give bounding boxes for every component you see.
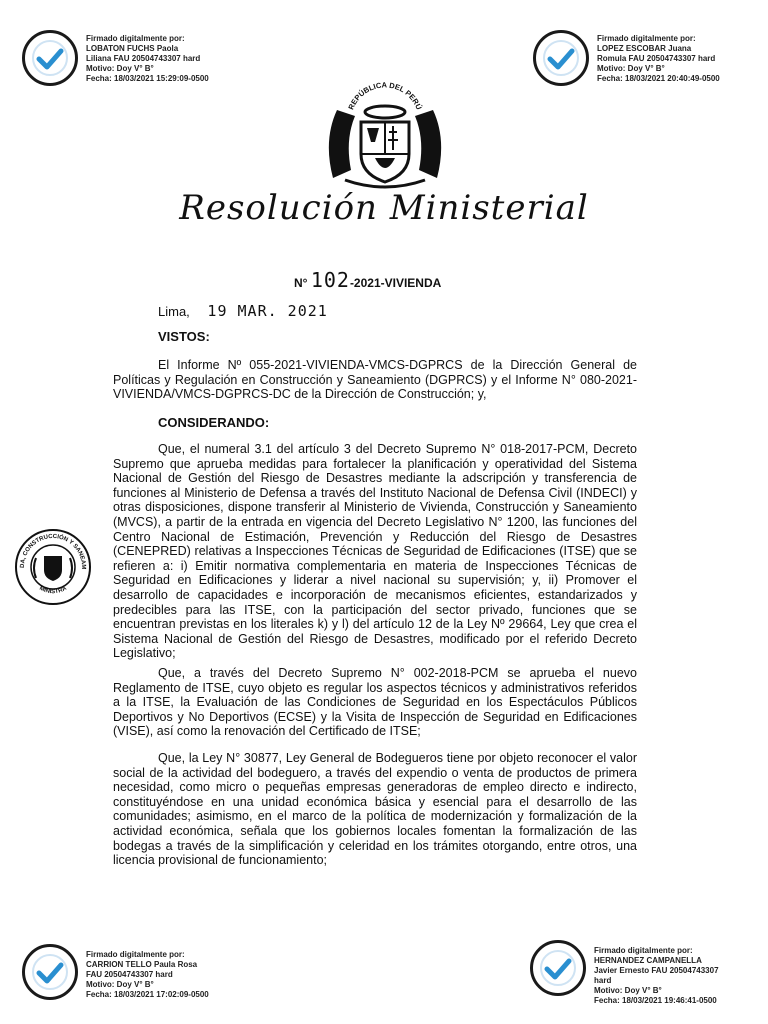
digital-signature-bottom-left [22,944,209,1000]
seal-bottom-text: MINISTRA [38,585,68,596]
document-title: Resolución Ministerial [179,188,589,228]
signature-details [86,950,209,1000]
signature-line: Firmado digitalmente por: [86,950,185,959]
signature-line: Fecha: 18/03/2021 15:29:09-0500 [86,74,209,83]
signature-line: Firmado digitalmente por: [86,34,185,43]
checkmark-icon [22,944,78,1000]
considerando-paragraph: Que, a través del Decreto Supremo N° 002-2018-PCM se aprueba el nuevo Reglamento de ITSE, cuyo objeto es regular los aspectos técnicos y administrativos referidos a la ITSE, la Evaluación de las Condiciones de Seguridad en los Espectáculos Públicos Deportivos y No Deportivos (ECSE) y la Visita de Inspección de Seguridad en Edificaciones (VISE), así como la renovación del Certificado de ITSE; [113,666,637,739]
digital-signature-top-right [533,30,720,86]
svg-text:MINISTRA [38,585,68,595]
signature-line: Fecha: 18/03/2021 19:46:41-0500 [594,996,717,1005]
signature-line: LOPEZ ESCOBAR Juana [597,44,692,53]
signature-line: Javier Ernesto FAU 20504743307 [594,966,719,975]
date-stamp: 19 MAR. 2021 [207,302,328,320]
signature-line: Firmado digitalmente por: [597,34,696,43]
resolution-prefix: N° [294,276,308,290]
vistos-heading: VISTOS: [158,329,210,344]
signature-line: CARRION TELLO Paula Rosa [86,960,198,969]
checkmark-icon [533,30,589,86]
resolution-number [294,268,441,292]
ministry-seal [14,528,92,606]
resolution-suffix: -2021-VIVIENDA [349,276,442,290]
digital-signature-bottom-right [530,940,719,1006]
seal-outer-text: DA, CONSTRUCCIÓN Y SANEAM [19,533,87,570]
signature-line: Motivo: Doy V° B° [86,64,154,73]
vistos-paragraph: El Informe Nº 055-2021-VIVIENDA-VMCS-DGPRCS de la Dirección General de Políticas y Regulación en Construcción y Saneamiento (DGPRCS) y el Informe N° 080-2021-VIVIENDA/VMCS-DGPRCS-DC de la Dirección de Construcción; y, [113,358,637,402]
checkmark-icon [22,30,78,86]
signature-details [597,34,720,84]
signature-line: Romula FAU 20504743307 hard [597,54,716,63]
signature-line: HERNANDEZ CAMPANELLA [594,956,702,965]
signature-line: Liliana FAU 20504743307 hard [86,54,201,63]
signature-line: Motivo: Doy V° B° [597,64,665,73]
signature-line: Firmado digitalmente por: [594,946,693,955]
signature-line: Fecha: 18/03/2021 20:40:49-0500 [597,74,720,83]
signature-line: Fecha: 18/03/2021 17:02:09-0500 [86,990,209,999]
date-city: Lima, [158,304,190,319]
resolution-date [158,302,328,320]
resolution-number-value: 102 [310,268,350,292]
coat-of-arms [315,70,455,190]
signature-line: LOBATON FUCHS Paola [86,44,179,53]
signature-details [86,34,209,84]
checkmark-icon [530,940,586,996]
signature-details [594,946,719,1006]
considerando-heading: CONSIDERANDO: [158,415,270,430]
digital-signature-top-left [22,30,209,86]
considerando-paragraph: Que, la Ley N° 30877, Ley General de Bodegueros tiene por objeto reconocer el valor social de la actividad del bodeguero, a través del expendio o venta de productos de primera necesidad, como micro o pequeñas empresas generadoras de empleo directo e indirecto, constituyéndose en una unidad económica básica y esencial para el desarrollo de las comunidades; asimismo, en el marco de la política de modernización y formalización de la actividad económica, señala que los gobiernos locales fomentan la formalización de las bodegas a través de la simplificación y celeridad en los trámites otorgando, entre otros, una licencia provisional de funcionamiento; [113,751,637,868]
coat-arc-text: REPÚBLICA DEL PERÚ [346,80,424,112]
signature-line: hard [594,976,612,985]
signature-line: Motivo: Doy V° B° [86,980,154,989]
considerando-paragraph: Que, el numeral 3.1 del artículo 3 del Decreto Supremo N° 018-2017-PCM, Decreto Supremo que aprueba medidas para fortalecer la planificación y operatividad del Sistema Nacional de Gestión del Riesgo de Desastres mediante la adscripción y transferencia de funciones al Ministerio de Defensa a través del Instituto Nacional de Defensa Civil (INDECI) y otras disposiciones, dispone transferir al Ministerio de Vivienda, Construcción y Saneamiento (MVCS), a partir de la entrada en vigencia del Decreto Legislativo N° 1200, las funciones del Centro Nacional de Estimación, Prevención y Reducción del Riesgo de Desastres (CENEPRED) relativas a Inspecciones Técnicas de Seguridad de Edificaciones (ITSE) que se refieren a: i) Emitir normativa complementaria en materia de Inspecciones Técnicas de Seguridad en Edificaciones y liderar a nivel nacional su supervisión; y, ii) Promover el desarrollo de capacidades e incorporación de mecanismos eficientes, estandarizados y predecibles para las ITSE, con la participación del sector privado, funciones que se encuentran previstas en los literales k) y l) del artículo 12 de la Ley Nº 29664, Ley que crea el Sistema Nacional de Gestión del Riesgo de Desastres, modificado por el referido Decreto Legislativo; [113,442,637,661]
signature-line: FAU 20504743307 hard [86,970,173,979]
signature-line: Motivo: Doy V° B° [594,986,662,995]
